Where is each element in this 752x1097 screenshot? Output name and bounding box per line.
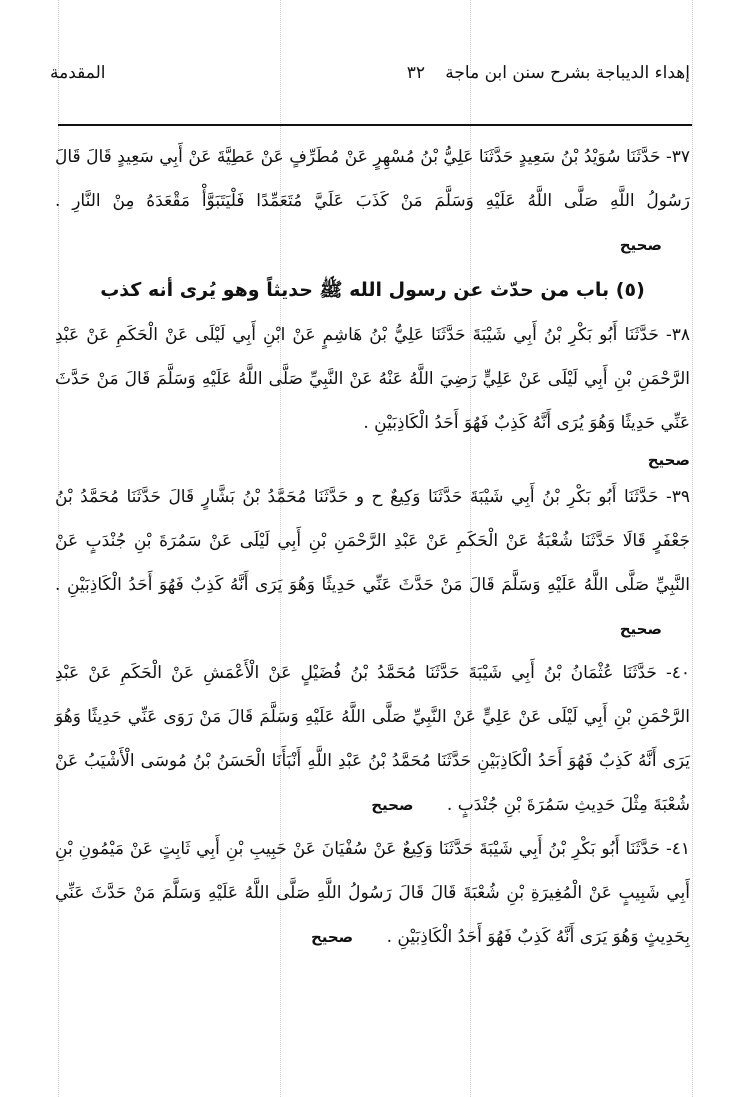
guide-line [692,0,693,1097]
hadith-37 [55,135,690,267]
hadith-number: ٣٧- [665,147,690,167]
hadith-38 [55,313,690,445]
hadith-number: ٤١- [666,839,691,859]
hadith-number: ٤٠- [665,663,690,683]
grade-label: صحيح [619,236,662,254]
grade-label: صحيح [647,451,690,469]
hadith-text: حَدَّثَنَا عُثْمَانُ بْنُ أَبِي شَيْبَةَ حَدَّثَنَا مُحَمَّدُ بْنُ فُضَيْلٍ عَنْ الْأَعْمَشِ عَنْ الْحَكَمِ عَنْ عَبْدِ الرَّحْمَنِ بْنِ أَبِي لَيْلَى عَنْ عَلِيٍّ عَنْ النَّبِيِّ صَلَّى اللَّهُ عَلَيْهِ وَسَلَّمَ قَالَ مَنْ رَوَى عَنِّي حَدِيثًا وَهُوَ يَرَى أَنَّهُ كَذِبٌ فَهُوَ أَحَدُ الْكَاذِبَيْنِ حَدَّثَنَا مُحَمَّدُ بْنُ عَبْدِ اللَّهِ أَنْبَأَنَا الْحَسَنُ بْنُ مُوسَى الْأَشْيَبُ عَنْ شُعْبَةَ مِثْلَ حَدِيثِ سَمُرَةَ بْنِ جُنْدَبٍ . [55,663,690,815]
hadith-text: حَدَّثَنَا سُوَيْدُ بْنُ سَعِيدٍ حَدَّثَنَا عَلِيُّ بْنُ مُسْهِرٍ عَنْ مُطَرِّفٍ عَنْ عَطِيَّةَ عَنْ أَبِي سَعِيدٍ قَالَ قَالَ رَسُولُ اللَّهِ صَلَّى اللَّهُ عَلَيْهِ وَسَلَّمَ مَنْ كَذَبَ عَلَيَّ مُتَعَمِّدًا فَلْيَتَبَوَّأْ مَقْعَدَهُ مِنْ النَّارِ . [55,147,690,211]
grade-label: صحيح [310,928,354,946]
hadith-text: حَدَّثَنَا أَبُو بَكْرِ بْنُ أَبِي شَيْبَةَ حَدَّثَنَا وَكِيعٌ ح و حَدَّثَنَا مُحَمَّدُ بْنُ بَشَّارٍ قَالَ حَدَّثَنَا مُحَمَّدُ بْنُ جَعْفَرٍ قَالَا حَدَّثَنَا شُعْبَةُ عَنْ الْحَكَمِ عَنْ عَبْدِ الرَّحْمَنِ بْنِ أَبِي لَيْلَى عَنْ سَمُرَةَ بْنِ جُنْدَبٍ عَنْ النَّبِيِّ صَلَّى اللَّهُ عَلَيْهِ وَسَلَّمَ قَالَ مَنْ حَدَّثَ عَنِّي حَدِيثًا وَهُوَ يَرَى أَنَّهُ كَذِبٌ فَهُوَ أَحَدُ الْكَاذِبَيْنِ . [55,487,690,595]
page-body [55,135,690,959]
grade-line [55,445,690,475]
hadith-40 [55,651,690,827]
hadith-41 [55,827,690,959]
chapter-heading: (٥) باب من حدّث عن رسول الله ﷺ حديثاً وهو يُرى أنه كذب [100,279,645,301]
section-title: المقدمة [50,63,106,83]
hadith-number: ٣٩- [665,487,690,507]
header-rule [58,124,692,126]
hadith-text: حَدَّثَنَا أَبُو بَكْرِ بْنُ أَبِي شَيْبَةَ حَدَّثَنَا عَلِيُّ بْنُ هَاشِمٍ عَنْ ابْنِ أَبِي لَيْلَى عَنْ الْحَكَمِ عَنْ عَبْدِ الرَّحْمَنِ بْنِ أَبِي لَيْلَى عَنْ عَلِيٍّ رَضِيَ اللَّهُ عَنْهُ عَنْ النَّبِيِّ صَلَّى اللَّهُ عَلَيْهِ وَسَلَّمَ قَالَ مَنْ حَدَّثَ عَنِّي حَدِيثًا وَهُوَ يُرَى أَنَّهُ كَذِبٌ فَهُوَ أَحَدُ الْكَاذِبَيْنِ . [55,325,690,433]
hadith-text: حَدَّثَنَا أَبُو بَكْرِ بْنُ أَبِي شَيْبَةَ حَدَّثَنَا وَكِيعٌ عَنْ سُفْيَانَ عَنْ حَبِيبِ بْنِ أَبِي ثَابِتٍ عَنْ مَيْمُونِ بْنِ أَبِي شَبِيبٍ عَنْ الْمُغِيرَةِ بْنِ شُعْبَةَ قَالَ قَالَ رَسُولُ اللَّهِ صَلَّى اللَّهُ عَلَيْهِ وَسَلَّمَ مَنْ حَدَّثَ عَنِّي بِحَدِيثٍ وَهُوَ يَرَى أَنَّهُ كَذِبٌ فَهُوَ أَحَدُ الْكَاذِبَيْنِ . [55,839,690,947]
page-number: ٣٢ [406,63,425,83]
hadith-number: ٣٨- [666,325,691,345]
grade-label: صحيح [371,796,414,814]
book-title: إهداء الديباجة بشرح سنن ابن ماجة [445,63,690,83]
page-header [50,55,690,89]
hadith-39 [55,475,690,651]
grade-label: صحيح [619,620,662,638]
